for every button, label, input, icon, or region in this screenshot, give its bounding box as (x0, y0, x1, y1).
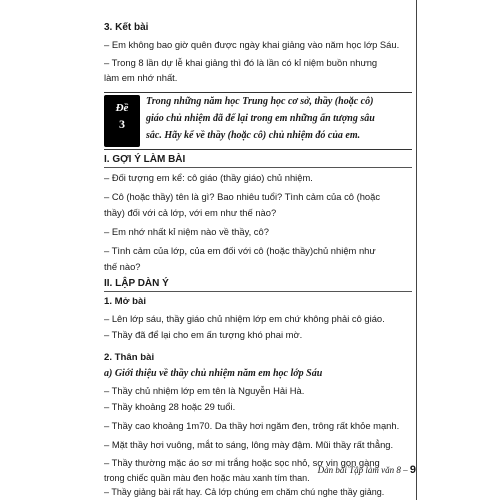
goi-y-line-6: thế nào? (104, 261, 141, 272)
than-bai-line-4: – Mặt thầy hơi vuông, mắt to sáng, lông mày đậm. Mũi thầy rất thẳng. (104, 439, 394, 450)
ket-bai-line-1: – Em không bao giờ quên được ngày khai giảng vào năm học lớp Sáu. (104, 39, 400, 50)
goi-y-heading: I. GỢI Ý LÀM BÀI (104, 154, 186, 165)
mo-bai-line-2: – Thầy đã để lại cho em ấn tượng khó phai mờ. (104, 329, 303, 340)
goi-y-rule (104, 167, 412, 168)
de-prompt-line-2: giáo chủ nhiệm đã để lại trong em những ấn tượng sâu (146, 113, 375, 124)
ket-bai-line-2: – Trong 8 lần dự lễ khai giảng thì đó là lần có kỉ niệm buồn nhưng (104, 57, 378, 68)
goi-y-line-1: – Đối tượng em kể: cô giáo (thầy giáo) chủ nhiệm. (104, 172, 313, 183)
lap-dan-y-rule (104, 291, 412, 292)
de-prompt (146, 93, 414, 144)
page-number: 9 (409, 464, 416, 476)
than-bai-line-1: – Thầy chủ nhiệm lớp em tên là Nguyễn Hải Hà. (104, 385, 305, 396)
de-badge (104, 95, 140, 147)
than-bai-line-6: trong chiếc quần màu đen hoặc màu xanh tím than. (104, 473, 310, 483)
page-border (416, 0, 417, 500)
ket-bai-line-3: làm em nhớ nhất. (104, 72, 178, 83)
goi-y-line-3: thầy) đối với cả lớp, với em như thế nào? (104, 207, 277, 218)
de-prompt-line-1: Trong những năm học Trung học cơ sở, thầy (hoặc cô) (146, 96, 374, 107)
mo-bai-line-1: – Lên lớp sáu, thầy giáo chủ nhiệm lớp em chứ không phải cô giáo. (104, 313, 385, 324)
lap-dan-y-heading: II. LẬP DÀN Ý (104, 278, 169, 289)
de-label: Đề (115, 102, 129, 114)
goi-y-line-4: – Em nhớ nhất kỉ niệm nào về thầy, cô? (104, 226, 269, 237)
de-number: 3 (119, 117, 125, 131)
than-bai-line-2: – Thầy khoảng 28 hoặc 29 tuổi. (104, 401, 236, 412)
goi-y-line-5: – Tình cảm của lớp, của em đối với cô (hoặc thầy)chủ nhiệm như (104, 245, 376, 256)
than-bai-line-7: – Thầy giảng bài rất hay. Cả lớp chúng em chăm chú nghe thầy giảng. (104, 487, 385, 497)
document-page (96, 0, 414, 500)
goi-y-line-2: – Cô (hoặc thầy) tên là gì? Bao nhiêu tuổi? Tình cảm của cô (hoặc (104, 191, 381, 202)
ket-bai-heading: 3. Kết bài (104, 22, 149, 33)
page-footer (296, 464, 416, 476)
de-prompt-line-3: sắc. Hãy kể về thầy (hoặc cô) chủ nhiệm đó của em. (146, 130, 361, 141)
mo-bai-heading: 1. Mở bài (104, 296, 147, 307)
than-bai-heading: 2. Thân bài (104, 352, 155, 363)
footer-book-title: Dàn bài Tập làm văn 8 – (317, 465, 408, 475)
de-box (104, 92, 412, 150)
than-bai-line-3: – Thầy cao khoảng 1m70. Da thầy hơi ngăm đen, trông rất khỏe mạnh. (104, 420, 400, 431)
than-bai-line-5: – Thầy thường mặc áo sơ mi trắng hoặc sọc nhỏ, sơ vin gọn gàng (104, 457, 380, 468)
than-bai-subhead-a: a) Giới thiệu về thầy chủ nhiệm năm em học lớp Sáu (104, 368, 323, 379)
